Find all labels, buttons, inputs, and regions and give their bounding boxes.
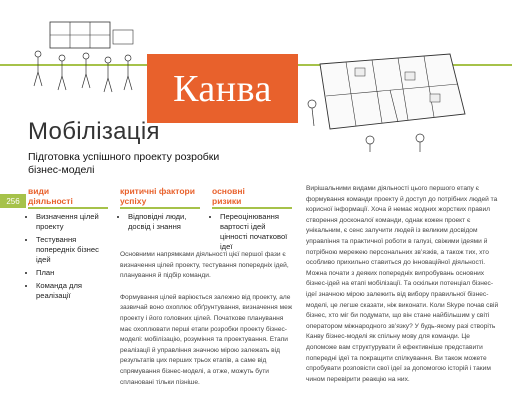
column-rule-risks [212, 207, 292, 209]
list-item: • Тестування попередніх бізнес ідей [36, 235, 112, 265]
canvas-banner: Канва [147, 54, 298, 123]
column-rule-activities [28, 207, 108, 209]
body-text-left [120, 250, 296, 399]
column-heading-activities: види діяльності [28, 186, 73, 206]
risks-list [212, 212, 294, 255]
body-text-right [306, 184, 502, 396]
team-sketch-illustration [28, 20, 140, 94]
column-heading-risks: основні ризики [212, 186, 245, 206]
page-subtitle: Підготовка успішного проекту розробки бізнес-моделі [28, 151, 220, 176]
column-heading-success-factors: критичні фактори успіху [120, 186, 195, 206]
paragraph: Основними напрямками діяльності цієї першої фази є визначення цілей проекту, тестування попередніх ідей, планування й підбір команди. [120, 251, 289, 280]
list-item: • План [36, 268, 112, 278]
success-factors-list [120, 212, 204, 235]
paragraph: Вирішальними видами діяльності цього першого етапу є формування команди проекту й доступ до потрібних людей та корисної інформації. Хоча й немає жодних жорстких правил створення досконалої команди, однак кожен проект є унікальним, є сенс залучити людей із великим досвідом управління та практичної роботи в галузі, свіжими ідеями й потрібною мережею персональних зв’язків, а також тих, хто особливо прихильно ставиться до інноваційної діяльності. Можна почати з деяких попередніх випробувань основних бізнес-ідей на етапі мобілізації. Та оскільки потенціал бізнес-ідеї значною мірою залежить від вибору правильної бізнес-моделі, це легше сказати, ніж виконати. Коли Skype почав свій бізнес, хто міг би подумати, що він стане найбільшим у світі оператором міжнародного зв’язку? У будь-якому разі створіть Канву бізнес-моделі як спільну мову для команди. Це допоможе вам структурувати й ефективніше представити попередні ідеї та покращити спілкування. Ви також можете спробувати розповісти свої ідеї за допомогою історій і таким чином перевірити реакцію на них. [306, 185, 499, 383]
list-item: • Відповідні люди, досвід і знання [128, 212, 204, 232]
column-rule-success-factors [120, 207, 200, 209]
list-item: • Команда для реалізації [36, 281, 112, 301]
list-item: • Визначення цілей проекту [36, 212, 112, 232]
activities-list [28, 212, 112, 304]
list-item: • Переоцінювання вартості ідей цінності початкової ідеї [220, 212, 294, 252]
canvas-sketch-illustration [300, 44, 470, 154]
page-number: 256 [0, 194, 26, 208]
paragraph: Формування цілей варіюється залежно від проекту, але зазвичай воно охоплює обґрунтування, визначення меж проекту і його головних цілей. Початкове планування має охоплювати перші етапи розробки проекту бізнес-моделі: мобілізацію, розуміння та проектування. Етапи реалізації й управління значною мірою залежать від результатів цих перших трьох етапів, а саме від спрямування бізнес-моделі, а отже, можуть бути сплановані тільки пізніше. [120, 293, 293, 386]
page-title: Мобілізація [28, 118, 160, 145]
